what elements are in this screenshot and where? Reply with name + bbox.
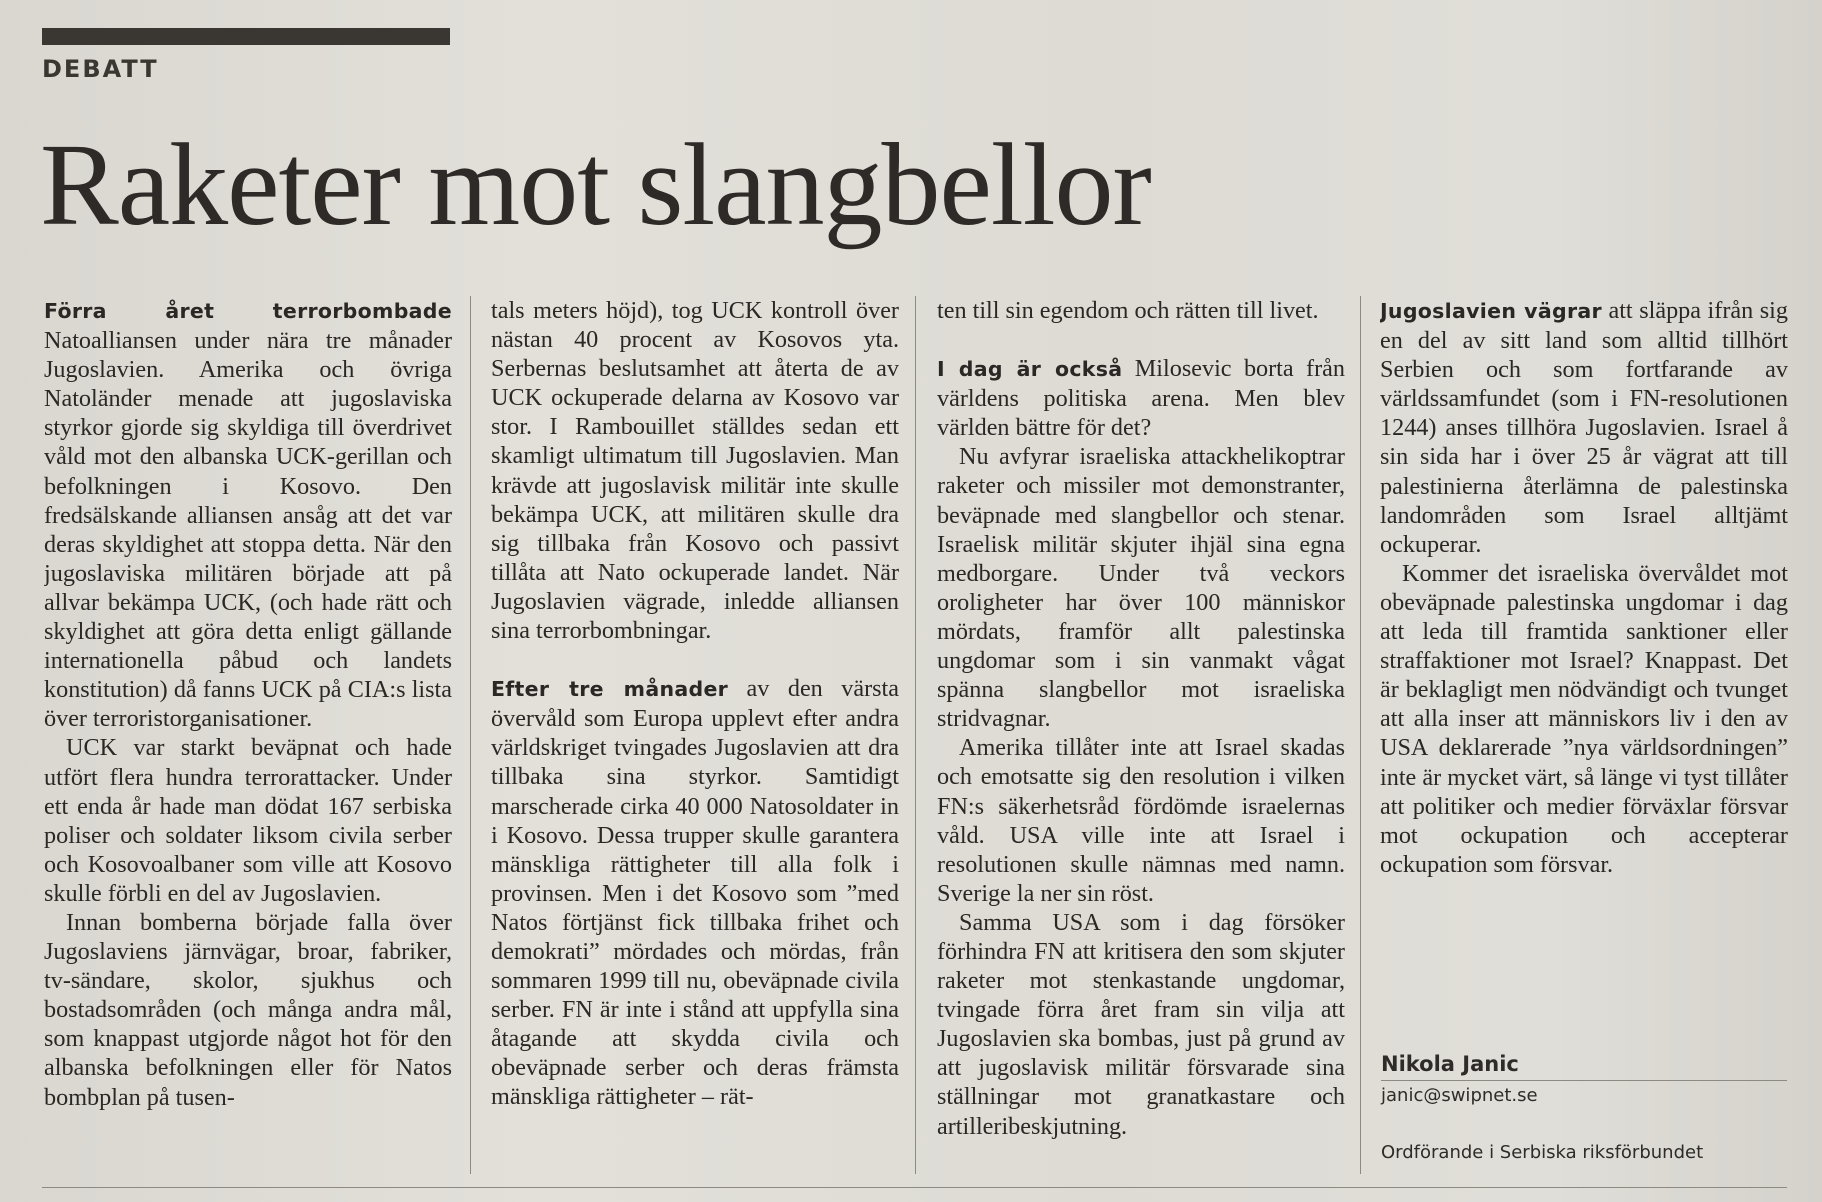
paragraph-text: att släppa ifrån sig en del av sitt land som alltid tillhört Serbien och som fortfarande av världssamfundet (som i FN-resolutionen 1244) anses tillhöra Jugoslavien. Israel å sin sida har i över 25 år vägrat att till palestinierna återlämna de palestinska landområden som Israel alltjämt ockuperar.: [1380, 297, 1788, 558]
lead-in: Efter tre månader: [491, 677, 729, 702]
paragraph: ten till sin egendom och rätten till livet.: [937, 297, 1319, 324]
column-1: [44, 296, 452, 1174]
lead-in: Jugoslavien vägrar: [1380, 299, 1602, 323]
paragraph: [44, 296, 452, 733]
column-2: [491, 296, 899, 1174]
paragraph: Amerika tillåter inte att Israel skadas och emotsatte sig den resolution i vilken FN:s säkerhetsråd fördömde israelernas våld. USA ville inte att Israel i resolutionen skulle nämnas med namn. Sverige la ner sin röst.: [937, 734, 1345, 907]
paragraph-text: Natoalliansen under nära tre månader Jugoslavien. Amerika och övriga Natoländer menade att jugoslaviska styrkor gjorde sig skyldiga till överdrivet våld mot den albanska UCK-gerillan och befolkningen i Kosovo. Den fredsälskande alliansen ansåg att det var deras skyldighet att stoppa detta. När den jugoslaviska militären började att på allvar bekämpa UCK, (och hade rätt och skyldighet att göra detta enligt gällande internationella påbud och landets konstitution) då fanns UCK på CIA:s lista över terroristorganisationer.: [44, 327, 452, 733]
column-divider: [1360, 296, 1361, 1174]
byline-divider: [1381, 1080, 1787, 1081]
lead-in: I dag är också: [937, 357, 1123, 382]
bottom-divider: [42, 1187, 1787, 1188]
paragraph: [1380, 296, 1788, 559]
author-email: janic@swipnet.se: [1381, 1085, 1538, 1106]
column-divider: [915, 296, 916, 1174]
paragraph: Innan bomberna började falla över Jugoslaviens järnvägar, broar, fabriker, tv-sändare, skolor, sjukhus och bostadsområden (och många andra mål, som knappast utgjorde något hot för den albanska befolkningen eller för Natos bombplan på tusen-: [44, 908, 452, 1111]
author-name: Nikola Janic: [1381, 1052, 1519, 1076]
paragraph: [937, 354, 1345, 442]
paragraph: Kommer det israeliska övervåldet mot obeväpnade palestinska ungdomar i dag att leda till framtida sanktioner eller straffaktioner mot Israel? Knappast. Det är beklagligt men nödvändigt och tvunget att alla inser att människors liv i den av USA deklarerade ”nya världsordningen” inte är mycket värt, så länge vi tyst tillåter att politiker och medier förväxlar försvar mot ockupation och accepterar ockupation som försvar.: [1380, 559, 1788, 878]
column-4: [1380, 296, 1788, 916]
section-bar: [42, 28, 450, 45]
section-label: DEBATT: [42, 55, 159, 83]
paragraph: tals meters höjd), tog UCK kontroll över nästan 40 procent av Kosovos yta. Serbernas beslutsamhet att återta de av UCK ockuperade delarna av Kosovo var stor. I Rambouillet ställdes sedan ett skamligt ultimatum till Jugoslavien. Man krävde att jugoslavisk militär inte skulle bekämpa UCK, att militären skulle dra sig tillbaka från Kosovo och passivt tillåta att Nato ockuperade landet. När Jugoslavien vägrade, inledde alliansen sina terrorbombningar.: [491, 297, 899, 645]
headline: Raketer mot slangbellor: [40, 119, 1151, 250]
lead-in: Förra året terrorbombade: [44, 299, 452, 323]
column-divider: [470, 296, 471, 1174]
column-3: [937, 296, 1345, 1174]
paragraph: Nu avfyrar israeliska attackhelikoptrar raketer och missiler mot demonstranter, beväpnade med slangbellor och stenar. Israelisk militär skjuter ihjäl sina egna medborgare. Under två veckors oroligheter har över 100 människor mördats, framför allt palestinska ungdomar som i sin vanmakt vågat spänna slangbellor mot israeliska stridvagnar.: [937, 443, 1345, 733]
paragraph: UCK var starkt beväpnat och hade utfört flera hundra terrorattacker. Under ett enda år hade man dödat 167 serbiska poliser och soldater liksom civila serber och Kosovoalbaner som ville att Kosovo skulle förbli en del av Jugoslavien.: [44, 734, 452, 907]
paragraph: Samma USA som i dag försöker förhindra FN att kritisera den som skjuter raketer mot stenkastande ungdomar, tvingade förra året fram sin vilja att Jugoslavien ska bombas, just på grund av att jugoslavisk militär försvarade sina ställningar mot granatkastare och artilleribeskjutning.: [937, 908, 1345, 1140]
paragraph-text: Milosevic borta från världens politiska arena. Men blev världen bättre för det?: [937, 355, 1345, 442]
paragraph-text: av den värsta övervåld som Europa upplevt efter andra världskriget tvingades Jugoslavien att dra tillbaka sina styrkor. Samtidigt marscherade cirka 40 000 Natosoldater in i Kosovo. Dessa trupper skulle garantera mänskliga rättigheter till alla folk i provinsen. Men i det Kosovo som ”med Natos förtjänst fick tillbaka frihet och demokrati” mördades och mördas, från sommaren 1999 till nu, obeväpnade civila serber. FN är inte i stånd att uppfylla sina åtagande att skydda civila och obeväpnade serber och deras främsta mänskliga rättigheter – rät-: [491, 675, 899, 1111]
paragraph: [491, 674, 899, 1111]
author-role: Ordförande i Serbiska riksförbundet: [1381, 1142, 1704, 1163]
